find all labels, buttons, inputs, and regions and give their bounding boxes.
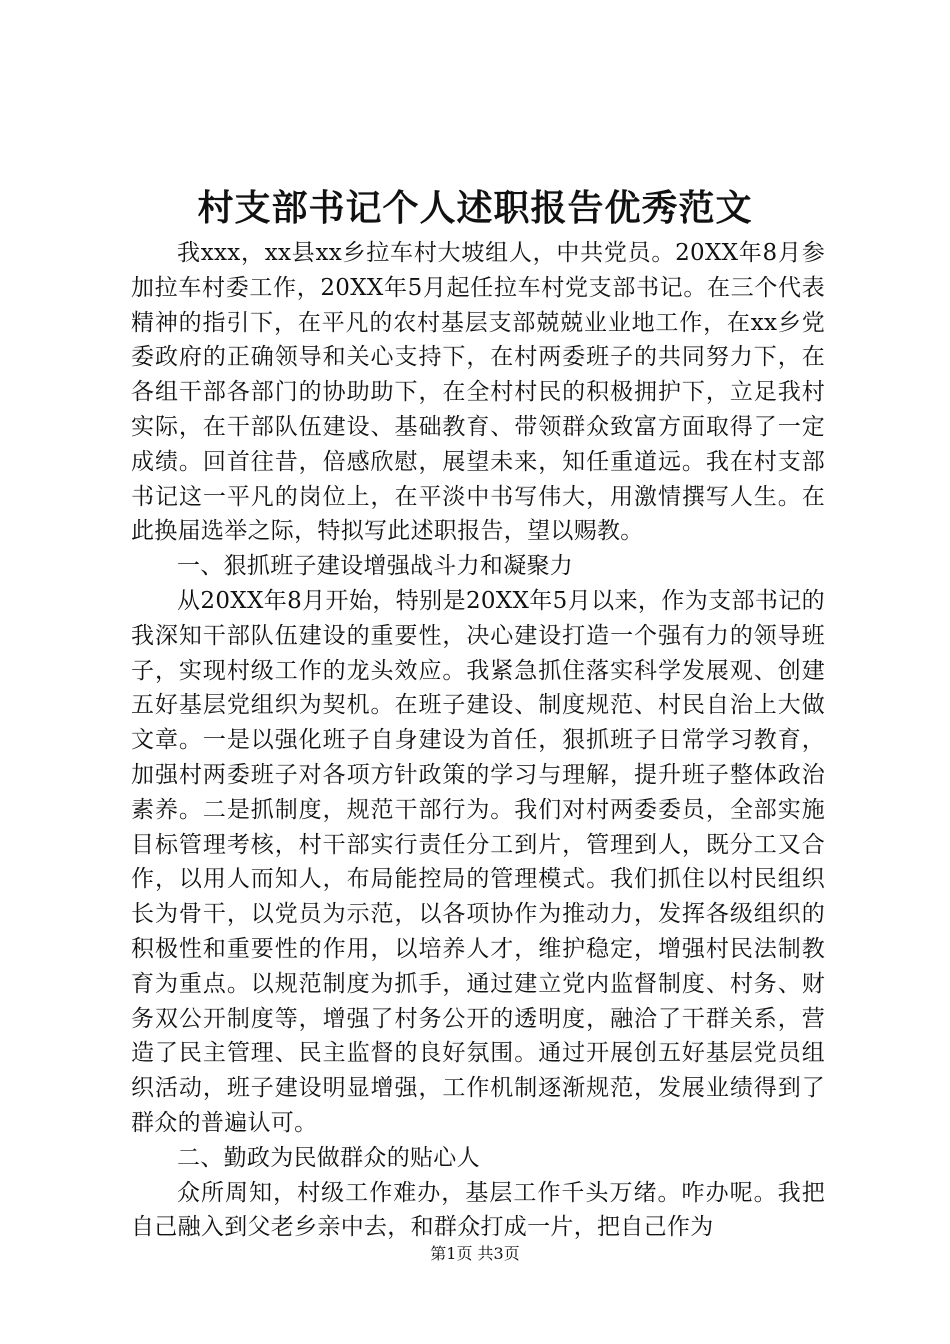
document-body: [131, 236, 825, 1245]
section-heading-1: 一、狠抓班子建设增强战斗力和凝聚力: [177, 553, 574, 580]
section-heading-2: 二、勤政为民做群众的贴心人: [177, 1144, 480, 1171]
section-1-paragraph: 从20XX年8月开始，特别是20XX年5月以来，作为支部书记的我深知干部队伍建设的重要性，决心建设打造一个强有力的领导班子，实现村级工作的龙头效应。我紧急抓住落实科学发展观、创建五好基层党组织为契机。在班子建设、制度规范、村民自治上大做文章。一是以强化班子自身建设为首任，狠抓班子日常学习教育，加强村两委班子对各项方针政策的学习与理解，提升班子整体政治素养。二是抓制度，规范干部行为。我们对村两委委员，全部实施目标管理考核，村干部实行责任分工到片，管理到人，既分工又合作，以用人而知人，布局能控局的管理模式。我们抓住以村民组织长为骨干，以党员为示范，以各项协作为推动力，发挥各级组织的积极性和重要性的作用，以培养人才，维护稳定，增强村民法制教育为重点。以规范制度为抓手，通过建立党内监督制度、村务、财务双公开制度等，增强了村务公开的透明度，融洽了干群关系，营造了民主管理、民主监督的良好氛围。通过开展创五好基层党员组织活动，班子建设明显增强，工作机制逐渐规范，发展业绩得到了群众的普遍认可。: [131, 587, 825, 1136]
intro-paragraph: 我xxx，xx县xx乡拉车村大坡组人，中共党员。20XX年8月参加拉车村委工作，20XX年5月起任拉车村党支部书记。在三个代表精神的指引下，在平凡的农村基层支部兢兢业业地工作，在xx乡党委政府的正确领导和关心支持下，在村两委班子的共同努力下，在各组干部各部门的协助助下，在全村村民的积极拥护下，立足我村实际，在干部队伍建设、基础教育、带领群众致富方面取得了一定成绩。回首往昔，倍感欣慰，展望未来，知任重道远。我在村支部书记这一平凡的岗位上，在平淡中书写伟大，用激情撰写人生。在此换届选举之际，特拟写此述职报告，望以赐教。: [131, 240, 825, 545]
document-title: 村支部书记个人述职报告优秀范文: [197, 187, 753, 229]
section-2-paragraph: 众所周知，村级工作难办，基层工作千头万绪。咋办呢。我把自己融入到父老乡亲中去，和群众打成一片，把自己作为: [131, 1179, 825, 1241]
page-footer: 第1页 共3页: [430, 1244, 520, 1263]
